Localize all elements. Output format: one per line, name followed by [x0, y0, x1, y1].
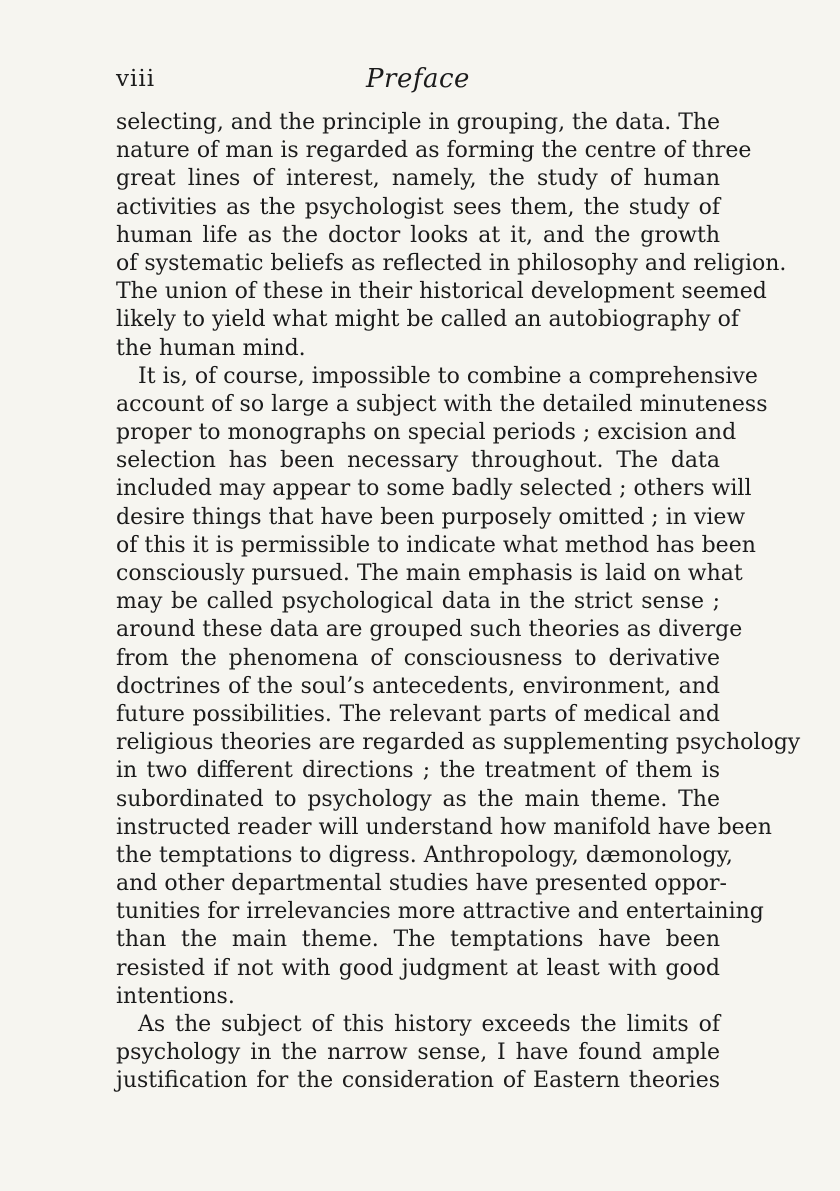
text-line: intentions.: [116, 983, 235, 1009]
text-line: of systematic beliefs as reflected in philosophy and religion.: [116, 250, 787, 276]
text-line: around these data are grouped such theories as diverge: [116, 617, 743, 643]
text-line: of this it is permissible to indicate what method has been: [116, 532, 756, 558]
running-title: Preface: [366, 64, 470, 94]
text-line: As the subject of this history exceeds the limits of: [138, 1012, 720, 1037]
text-line: activities as the psychologist sees them, the study of: [116, 194, 720, 220]
text-line: instructed reader will understand how manifold have been: [116, 814, 772, 840]
text-line: included may appear to some badly selected ; others will: [116, 476, 752, 502]
text-line: great lines of interest, namely, the study of human: [116, 166, 720, 192]
page-number: viii: [116, 66, 156, 92]
text-line: account of so large a subject with the detailed minuteness: [116, 391, 768, 417]
text-line: may be called psychological data in the strict sense ;: [116, 589, 720, 615]
text-line: justification for the consideration of Eastern theories: [116, 1068, 720, 1094]
text-line: consciously pursued. The main emphasis is laid on what: [116, 561, 743, 586]
text-line: likely to yield what might be called an autobiography of: [116, 307, 739, 333]
text-line: tunities for irrelevancies more attractive and entertaining: [116, 899, 764, 925]
text-line: subordinated to psychology as the main theme. The: [116, 786, 720, 812]
text-line: and other departmental studies have presented oppor-: [116, 871, 727, 897]
text-line: the temptations to digress. Anthropology, dæmonology,: [116, 842, 733, 868]
text-line: selection has been necessary throughout. The data: [116, 448, 720, 474]
running-head: [116, 64, 720, 104]
text-line: psychology in the narrow sense, I have found ample: [116, 1040, 720, 1066]
text-line: desire things that have been purposely omitted ; in view: [116, 504, 746, 530]
text-line: religious theories are regarded as supplementing psychology: [116, 730, 801, 756]
body-text: [116, 109, 801, 1096]
text-line: selecting, and the principle in grouping, the data. The: [116, 110, 721, 135]
text-line: future possibilities. The relevant parts of medical and: [116, 701, 720, 727]
text-line: human life as the doctor looks at it, and the growth: [116, 222, 720, 248]
text-line: It is, of course, impossible to combine a comprehensive: [138, 363, 758, 389]
text-line: proper to monographs on special periods ; excision and: [116, 420, 737, 446]
text-line: doctrines of the soul’s antecedents, environment, and: [116, 673, 720, 699]
text-line: from the phenomena of consciousness to derivative: [116, 645, 720, 671]
text-line: than the main theme. The temptations have been: [116, 927, 720, 953]
text-line: nature of man is regarded as forming the centre of three: [116, 138, 752, 164]
text-line: in two different directions ; the treatment of them is: [116, 758, 720, 784]
text-line: resisted if not with good judgment at least with good: [116, 955, 720, 981]
text-line: the human mind.: [116, 335, 306, 361]
text-line: The union of these in their historical development seemed: [116, 279, 767, 305]
